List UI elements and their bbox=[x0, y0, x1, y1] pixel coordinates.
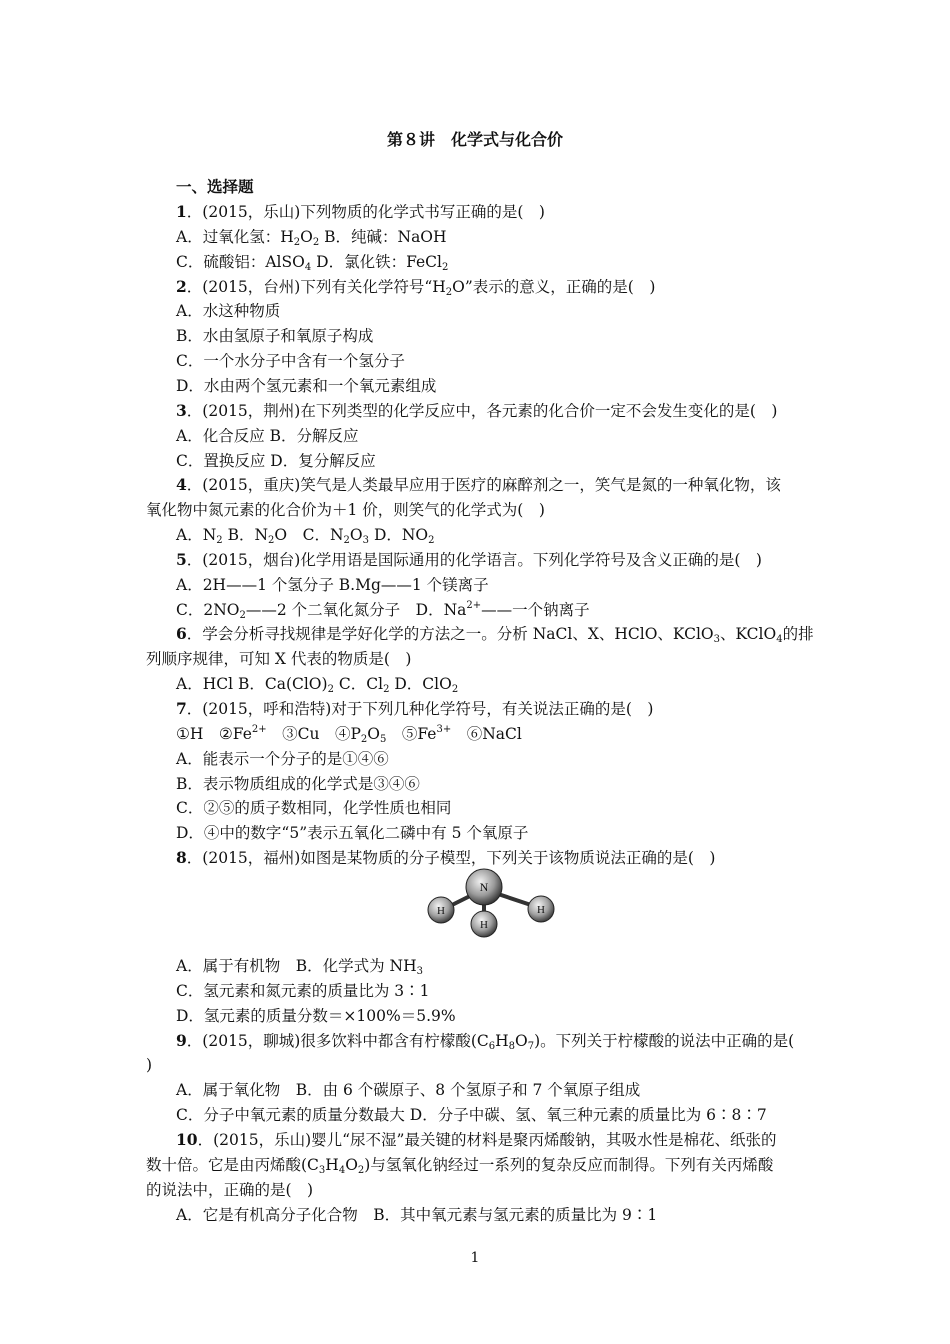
text-line bbox=[176, 376, 436, 396]
subscript: 3 bbox=[713, 634, 720, 646]
text-run: A．N bbox=[176, 526, 217, 545]
text-run: ．学会分析寻找规律是学好化学的方法之一。分析 NaCl、X、HClO、KClO bbox=[186, 625, 714, 644]
text-line bbox=[176, 749, 389, 769]
text-line bbox=[176, 550, 762, 570]
text-line bbox=[176, 774, 420, 794]
text-run: A．水这种物质 bbox=[176, 302, 281, 321]
question-number: 2 bbox=[176, 276, 187, 296]
text-run: ) bbox=[146, 1056, 153, 1075]
subscript: 8 bbox=[508, 1040, 516, 1052]
text-line bbox=[176, 1031, 794, 1051]
text-line bbox=[176, 848, 715, 868]
subscript: 2 bbox=[293, 236, 301, 248]
text-run: 氧化物中氮元素的化合价为＋1 价，则笑气的化学式为( ) bbox=[146, 501, 545, 520]
text-line bbox=[176, 724, 522, 744]
subscript: 4 bbox=[338, 1164, 346, 1176]
subscript: 7 bbox=[527, 1040, 535, 1052]
text-run: C．硫酸铝：AlSO bbox=[176, 252, 305, 271]
text-run: 、KClO bbox=[720, 625, 777, 644]
text-run: ．(2015，聊城)很多饮料中都含有柠檬酸(C bbox=[186, 1031, 489, 1050]
subscript: 2 bbox=[360, 733, 368, 745]
subscript: 4 bbox=[304, 261, 312, 273]
subscript: 2 bbox=[445, 286, 453, 298]
subscript: 2 bbox=[441, 261, 449, 273]
text-run: A．属于氧化物 B．由 6 个碳原子、8 个氢原子和 7 个氧原子组成 bbox=[176, 1081, 641, 1100]
text-run: B．水由氢原子和氧原子构成 bbox=[176, 327, 374, 346]
text-run: C．Cl bbox=[333, 675, 384, 694]
text-run: O C．N bbox=[274, 526, 344, 545]
text-run: O bbox=[515, 1031, 528, 1050]
text-run: C．②⑤的质子数相同，化学性质也相同 bbox=[176, 799, 452, 818]
text-run: ．(2015，烟台)化学用语是国际通用的化学语言。下列化学符号及含义正确的是( ) bbox=[186, 550, 762, 569]
text-line bbox=[176, 426, 359, 446]
subscript: 2 bbox=[451, 684, 459, 696]
text-run: D．氢元素的质量分数＝×100%＝5.9% bbox=[176, 1006, 456, 1025]
subscript: 3 bbox=[318, 1164, 326, 1176]
section-heading: 一、选择题 bbox=[176, 178, 254, 196]
atom-label: N bbox=[479, 880, 489, 894]
text-run: ——2 个二氧化氮分子 D．Na bbox=[245, 600, 467, 619]
text-line bbox=[176, 600, 590, 620]
text-run: B．N bbox=[222, 526, 269, 545]
text-line bbox=[176, 301, 280, 321]
text-line bbox=[176, 624, 814, 644]
subscript: 2 bbox=[327, 684, 334, 696]
text-run: ．(2015，呼和浩特)对于下列几种化学符号，有关说法正确的是( ) bbox=[186, 700, 654, 718]
text-run: ——一个钠离子 bbox=[481, 600, 590, 619]
text-run: ．(2015，乐山)婴儿“尿不湿”最关键的材料是聚丙烯酸钠，其吸水性是棉花、纸张的 bbox=[197, 1130, 777, 1149]
text-line bbox=[176, 1205, 657, 1225]
text-line bbox=[146, 1055, 152, 1075]
text-line bbox=[176, 956, 423, 976]
subscript: 4 bbox=[776, 634, 783, 646]
text-run: C．一个水分子中含有一个氢分子 bbox=[176, 352, 405, 371]
text-run: ⑤Fe bbox=[386, 724, 437, 743]
page-number: 1 bbox=[470, 1250, 480, 1266]
text-line bbox=[176, 451, 376, 471]
text-run: C．分子中氧元素的质量分数最大 D．分子中碳、氢、氧三种元素的质量比为 6∶8∶7 bbox=[176, 1106, 767, 1125]
ammonia-molecule-model bbox=[420, 868, 565, 940]
atom-label: H bbox=[437, 905, 445, 917]
text-line bbox=[176, 1006, 456, 1026]
text-run: A．HCl B．Ca(ClO) bbox=[176, 675, 328, 694]
question-number: 7 bbox=[176, 699, 187, 718]
text-run: A．过氧化氢：H bbox=[176, 227, 294, 246]
text-run: ．(2015，荆州)在下列类型的化学反应中，各元素的化合价一定不会发生变化的是( ) bbox=[186, 401, 778, 420]
text-line bbox=[176, 699, 653, 719]
subscript: 2 bbox=[268, 535, 275, 547]
text-run: D．NO bbox=[369, 526, 429, 545]
text-line bbox=[176, 277, 655, 297]
superscript: 3+ bbox=[436, 723, 452, 735]
text-run: )。下列关于柠檬酸的说法中正确的是( bbox=[534, 1031, 795, 1050]
text-line bbox=[176, 326, 373, 346]
text-run: C．氢元素和氮元素的质量比为 3∶1 bbox=[176, 981, 430, 1000]
subscript: 2 bbox=[428, 535, 435, 547]
text-run: O bbox=[345, 1155, 358, 1174]
text-line bbox=[176, 1080, 640, 1100]
text-run: ．(2015，台州)下列有关化学符号“H bbox=[186, 277, 446, 296]
text-run: 数十倍。它是由丙烯酸(C bbox=[146, 1155, 319, 1174]
text-run: ⑥NaCl bbox=[451, 724, 522, 743]
text-run: O bbox=[300, 227, 313, 246]
text-run: A．化合反应 B．分解反应 bbox=[176, 426, 359, 445]
text-line bbox=[176, 401, 777, 421]
text-run: B．表示物质组成的化学式是③④⑥ bbox=[176, 774, 420, 793]
text-line bbox=[146, 1180, 313, 1200]
text-run: )与氢氧化钠经过一系列的复杂反应而制得。下列有关丙烯酸 bbox=[364, 1155, 774, 1174]
text-run: ①H ②Fe bbox=[176, 724, 252, 743]
subscript: 2 bbox=[383, 684, 390, 696]
text-run: 的说法中，正确的是( ) bbox=[146, 1180, 314, 1199]
subscript: 2 bbox=[343, 535, 350, 547]
text-line bbox=[176, 227, 447, 247]
question-number: 6 bbox=[176, 624, 187, 644]
subscript: 3 bbox=[416, 966, 423, 977]
text-run: D．氯化铁：FeCl bbox=[311, 252, 442, 271]
subscript: 2 bbox=[312, 236, 320, 248]
subscript: 2 bbox=[357, 1164, 365, 1176]
subscript: 3 bbox=[362, 535, 370, 547]
text-line bbox=[146, 500, 545, 520]
subscript: 2 bbox=[239, 609, 246, 621]
text-run: O bbox=[349, 526, 363, 545]
question-number: 10 bbox=[176, 1129, 198, 1149]
question-number: 1 bbox=[176, 202, 187, 221]
text-run: B．纯碱：NaOH bbox=[319, 227, 447, 246]
text-run: 的排 bbox=[782, 625, 814, 644]
text-line bbox=[146, 1155, 773, 1175]
atom-label: H bbox=[537, 904, 545, 916]
text-run: D．ClO bbox=[389, 675, 452, 694]
text-line bbox=[176, 252, 448, 272]
text-run: 列顺序规律，可知 X 代表的物质是( ) bbox=[146, 650, 412, 669]
question-number: 3 bbox=[176, 400, 187, 420]
text-run: C．2NO bbox=[176, 600, 240, 619]
question-number: 8 bbox=[176, 848, 187, 868]
text-line bbox=[176, 1105, 767, 1125]
superscript: 2+ bbox=[466, 599, 482, 611]
page-title: 第８讲 化学式与化合价 bbox=[386, 130, 563, 149]
text-run: D．④中的数字“5”表示五氧化二磷中有 5 个氧原子 bbox=[176, 824, 529, 843]
text-run: O bbox=[367, 724, 381, 743]
superscript: 2+ bbox=[251, 723, 267, 735]
text-line bbox=[176, 823, 528, 843]
question-number: 9 bbox=[176, 1030, 187, 1050]
text-line bbox=[176, 981, 430, 1001]
text-run: H bbox=[325, 1155, 339, 1174]
atom-label: H bbox=[480, 919, 488, 931]
text-line bbox=[176, 525, 435, 545]
text-run: ．(2015，福州)如图是某物质的分子模型，下列关于该物质说法正确的是( ) bbox=[186, 849, 716, 868]
subscript: 6 bbox=[488, 1040, 496, 1052]
text-line bbox=[176, 575, 489, 595]
subscript: 2 bbox=[216, 535, 223, 547]
text-run: ．(2015，重庆)笑气是人类最早应用于医疗的麻醉剂之一，笑气是氮的一种氧化物，该 bbox=[186, 476, 781, 495]
text-run: H bbox=[495, 1031, 509, 1050]
text-run: A．它是有机高分子化合物 B．其中氧元素与氢元素的质量比为 9∶1 bbox=[176, 1205, 658, 1224]
text-line bbox=[176, 202, 545, 222]
text-line bbox=[176, 351, 405, 371]
question-number: 4 bbox=[176, 475, 187, 495]
text-run: A．能表示一个分子的是①④⑥ bbox=[176, 749, 389, 768]
text-run: D．水由两个氢元素和一个氧元素组成 bbox=[176, 376, 437, 395]
text-line bbox=[176, 674, 458, 694]
text-run: A．属于有机物 B．化学式为 NH bbox=[176, 957, 417, 975]
question-number: 5 bbox=[176, 549, 187, 569]
text-line bbox=[176, 798, 451, 818]
text-run: ．(2015，乐山)下列物质的化学式书写正确的是( ) bbox=[186, 203, 545, 221]
text-line bbox=[176, 475, 781, 495]
text-line bbox=[146, 649, 411, 669]
text-line bbox=[176, 1130, 776, 1150]
text-run: ③Cu ④P bbox=[266, 724, 361, 743]
text-run: C．置换反应 D．复分解反应 bbox=[176, 451, 376, 470]
text-run: A．2H——1 个氢分子 B.Mg——1 个镁离子 bbox=[176, 575, 489, 594]
subscript: 5 bbox=[380, 733, 387, 745]
text-run: O”表示的意义，正确的是( ) bbox=[452, 277, 656, 296]
